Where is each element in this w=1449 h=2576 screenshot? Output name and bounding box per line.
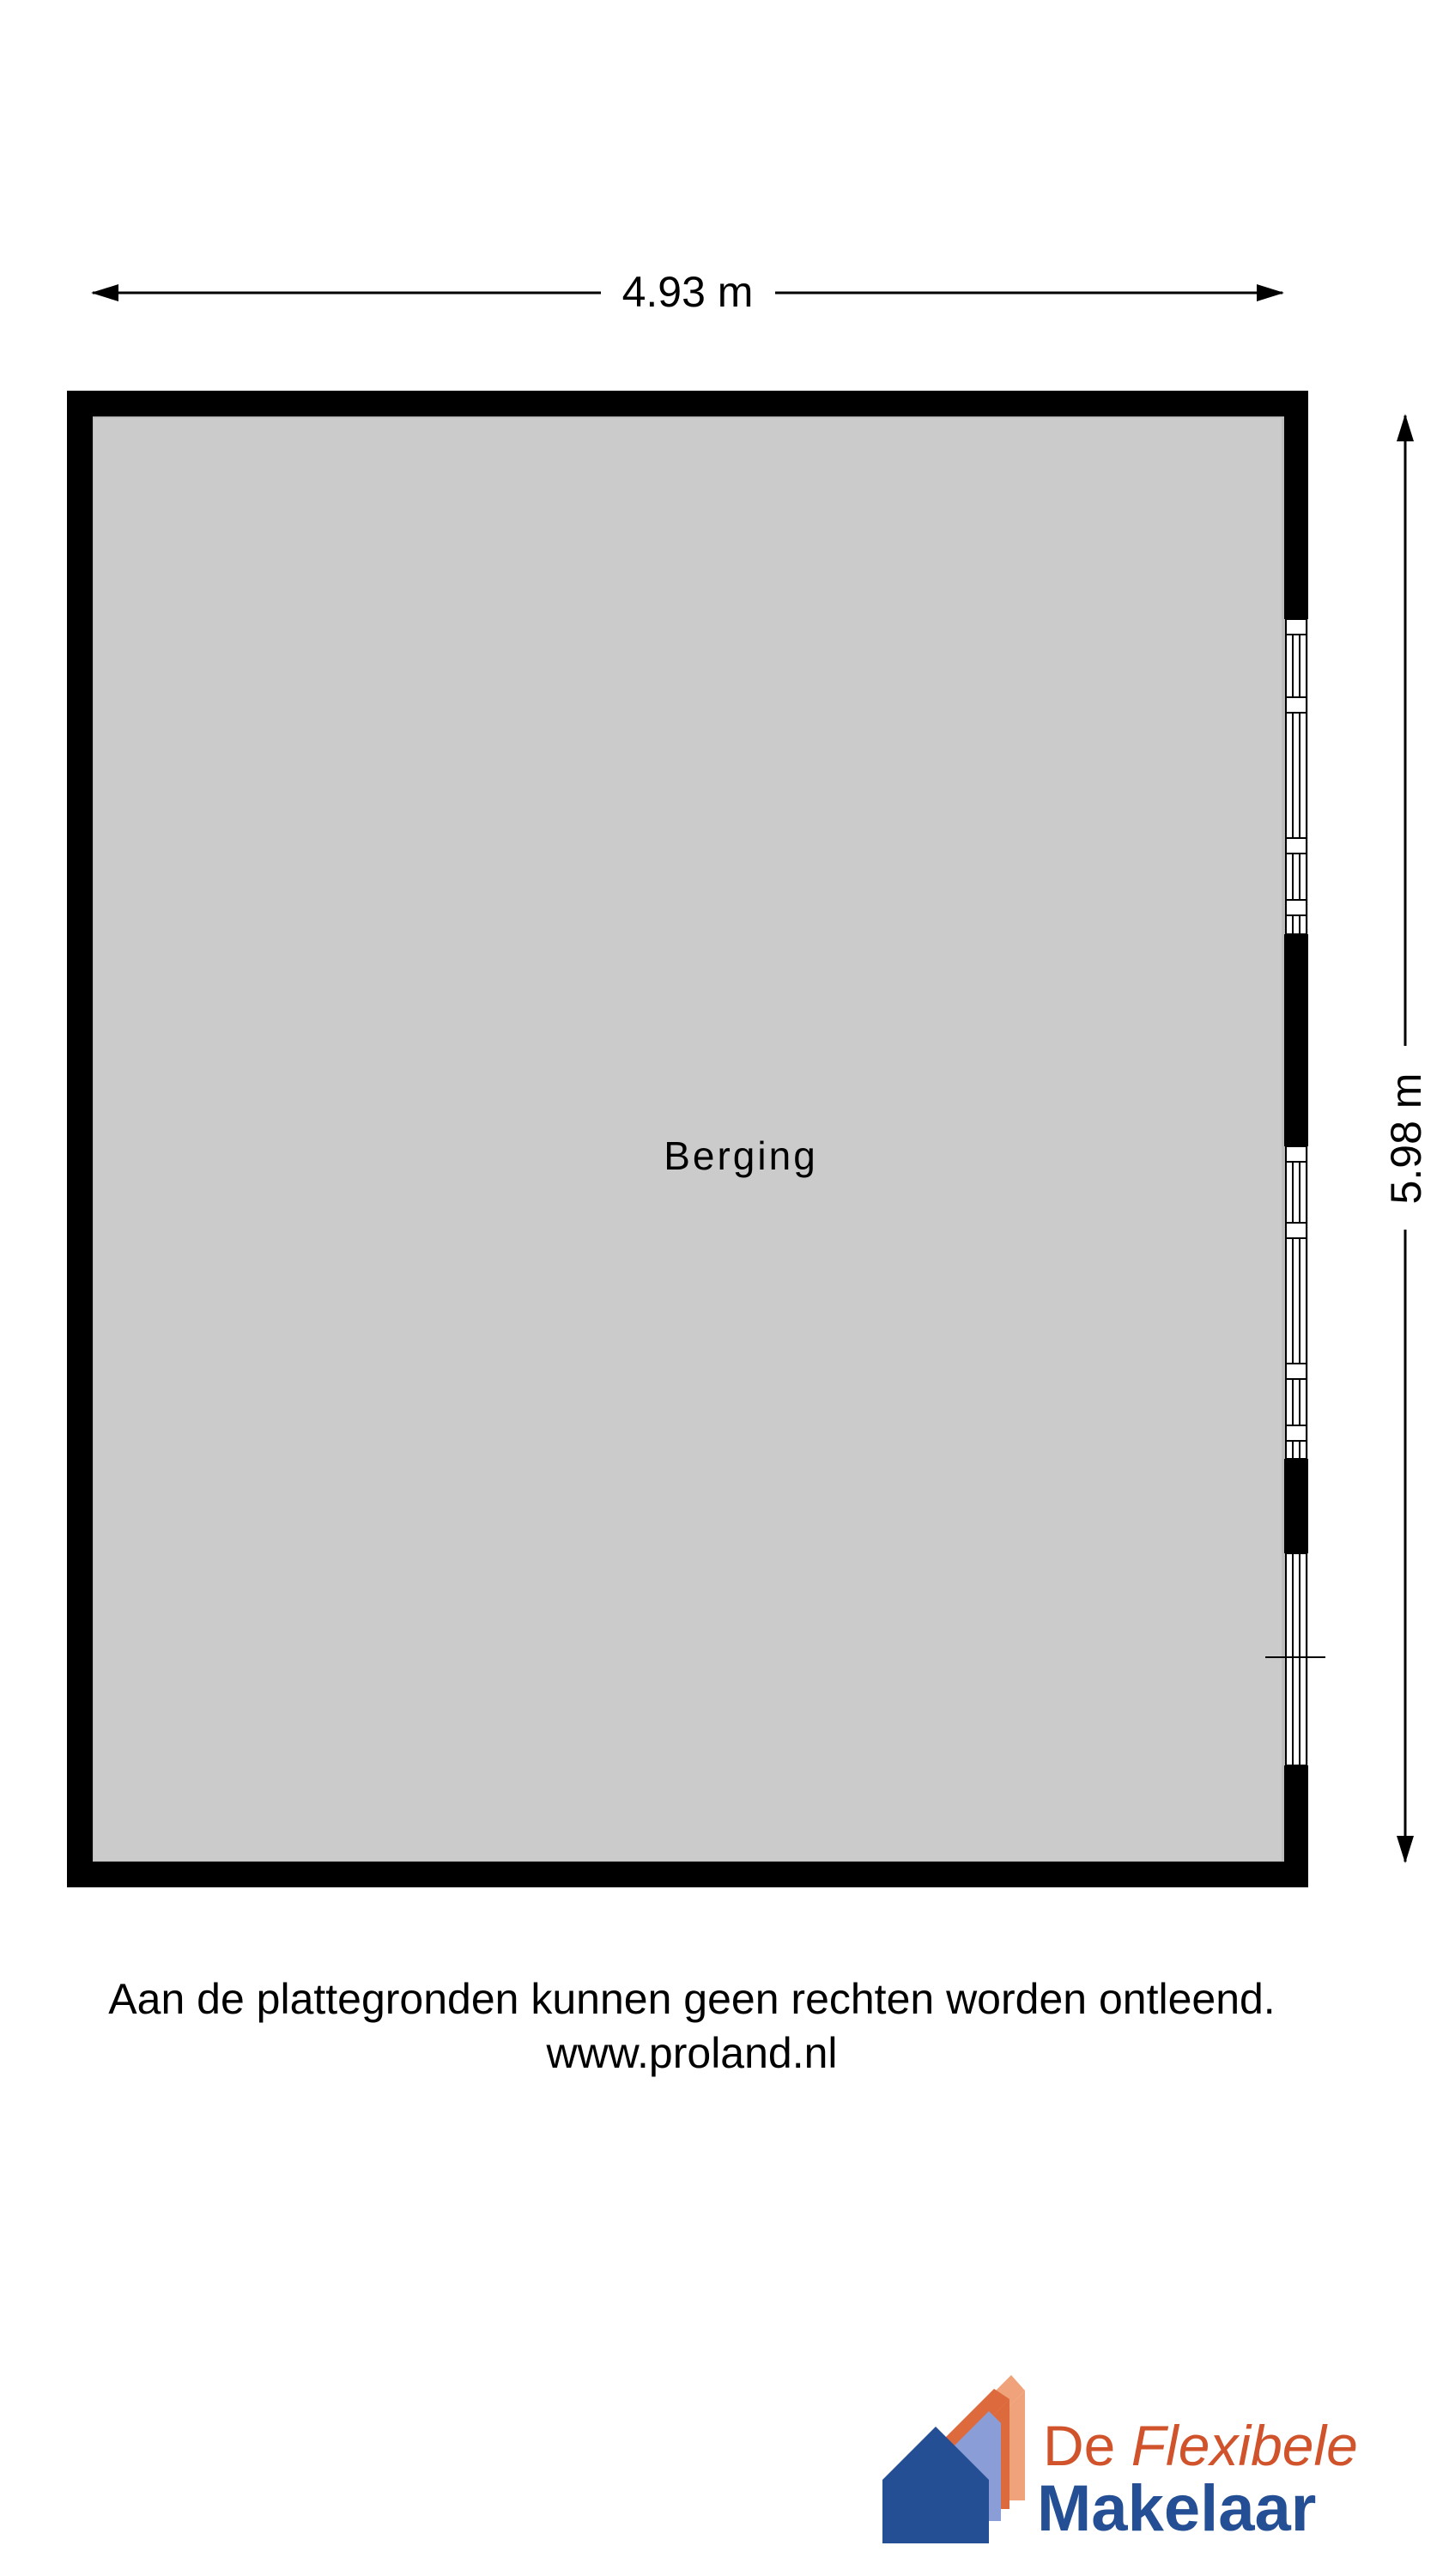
wall-top [67, 391, 1308, 416]
wall-right-segment-3 [1284, 1459, 1308, 1553]
wall-left [67, 391, 93, 1887]
width-dimension [91, 268, 1284, 316]
arrow-left-icon [91, 284, 118, 301]
logo-text-line2: Makelaar [1037, 2472, 1317, 2545]
disclaimer-text: Aan de plattegronden kunnen geen rechten worden ontleend. [108, 1975, 1276, 2023]
width-dimension-label: 4.93 m [621, 268, 754, 316]
height-dimension-label: 5.98 m [1382, 1072, 1430, 1205]
wall-right-segment-4 [1284, 1765, 1308, 1887]
height-dimension [1382, 414, 1430, 1863]
wall-right-segment-2 [1284, 934, 1308, 1146]
arrow-down-icon [1397, 1836, 1414, 1863]
logo-text-line1 [1043, 2413, 1358, 2478]
website-text: www.proland.nl [546, 2029, 838, 2077]
window-1 [1286, 619, 1307, 934]
logo-text-prefix: De [1043, 2414, 1116, 2477]
wall-right-segment-1 [1284, 391, 1308, 619]
room-label: Berging [664, 1133, 818, 1178]
wall-bottom [67, 1862, 1308, 1887]
house-logo-icon [882, 2375, 1025, 2543]
window-2 [1286, 1146, 1307, 1459]
arrow-up-icon [1397, 414, 1414, 441]
logo-text-main: Flexibele [1131, 2414, 1358, 2477]
arrow-right-icon [1257, 284, 1284, 301]
